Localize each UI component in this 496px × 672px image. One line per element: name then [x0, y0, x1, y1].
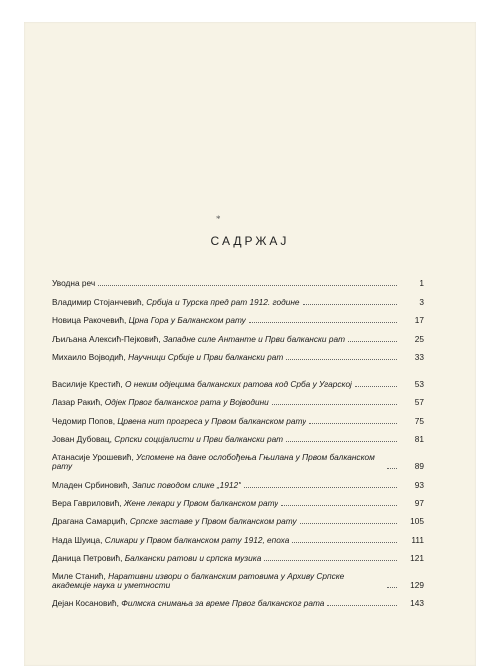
toc-entry: Владимир Стојанчевић, Србија и Турска пред рат 1912. године 3	[52, 296, 424, 307]
toc-entry: Миле Станић, Наративни извори о балканским ратовима у Архиву Српске академије наука и уметности 129	[52, 572, 424, 591]
toc-entry: Михаило Војводић, Научници Србије и Први балкански рат 33	[52, 351, 424, 362]
toc-page-number: 3	[419, 296, 424, 307]
dot-leader	[281, 505, 397, 506]
dot-leader	[249, 322, 397, 323]
dot-leader	[309, 423, 397, 424]
toc-page-number: 17	[414, 315, 424, 326]
toc-page-number: 121	[410, 553, 424, 564]
dot-leader	[303, 304, 397, 305]
toc-entry: Дејан Косановић, Филмска снимања за време Првог балканског рата 143	[52, 598, 424, 609]
toc-page-number: 75	[414, 415, 424, 426]
dot-leader	[300, 523, 397, 524]
toc-entry: Нада Шуица, Сликари у Првом балканском рату 1912, епоха 111	[52, 534, 424, 545]
toc-entry: Јован Дубовац, Српски социјалисти и Први балкански рат 81	[52, 434, 424, 445]
dot-leader	[286, 441, 397, 442]
toc-entry: Драгана Самарџић, Српске заставе у Првом балканском рату 105	[52, 516, 424, 527]
dot-leader	[272, 404, 397, 405]
dot-leader	[355, 386, 397, 387]
toc-page-number: 143	[410, 598, 424, 609]
toc-page-number: 53	[414, 378, 424, 389]
toc-page-number: 105	[410, 516, 424, 527]
page-title: САДРЖАЈ	[210, 234, 290, 248]
dot-leader	[387, 468, 397, 469]
toc-entry: Младен Србиновић, Запис поводом слике „1912" 93	[52, 479, 424, 490]
dot-leader	[348, 341, 397, 342]
asterisk-mark: *	[216, 214, 221, 224]
dot-leader	[98, 285, 397, 286]
toc-entry: Лазар Ракић, Одјек Првог балканског рата у Војводини 57	[52, 397, 424, 408]
dot-leader	[264, 560, 397, 561]
toc-page-number: 93	[414, 479, 424, 490]
toc-page-number: 111	[411, 534, 424, 545]
toc-entry: Василије Крестић, О неким одјецима балканских ратова код Срба у Угарској 53	[52, 378, 424, 389]
toc-page-number: 33	[414, 351, 424, 362]
book-page	[24, 22, 476, 666]
dot-leader	[327, 605, 397, 606]
toc-entry: Вера Гавриловић, Жене лекари у Првом балканском рату 97	[52, 497, 424, 508]
dot-leader	[244, 487, 397, 488]
dot-leader	[292, 542, 397, 543]
toc-page-number: 81	[414, 434, 424, 445]
dot-leader	[387, 587, 397, 588]
dot-leader	[286, 359, 397, 360]
toc-page-number: 25	[414, 333, 424, 344]
toc-entry: Даница Петровић, Балкански ратови и српска музика 121	[52, 553, 424, 564]
table-of-contents	[52, 270, 424, 608]
toc-page-number: 129	[410, 580, 424, 591]
toc-entry: Љиљана Алексић-Пејковић, Западне силе Антанте и Први балкански рат 25	[52, 333, 424, 344]
toc-entry: Уводна реч 1	[52, 278, 424, 289]
toc-entry: Атанасије Урошевић, Успомене на дане ослобођења Гњилана у Првом балканском рату 89	[52, 453, 424, 472]
toc-entry: Чедомир Попов, Црвена нит прогреса у Првом балканском рату 75	[52, 415, 424, 426]
toc-page-number: 89	[414, 461, 424, 472]
toc-page-number: 97	[414, 497, 424, 508]
toc-page-number: 57	[414, 397, 424, 408]
toc-page-number: 1	[419, 278, 424, 289]
toc-entry: Новица Ракочевић, Црна Гора у Балканском рату 17	[52, 315, 424, 326]
